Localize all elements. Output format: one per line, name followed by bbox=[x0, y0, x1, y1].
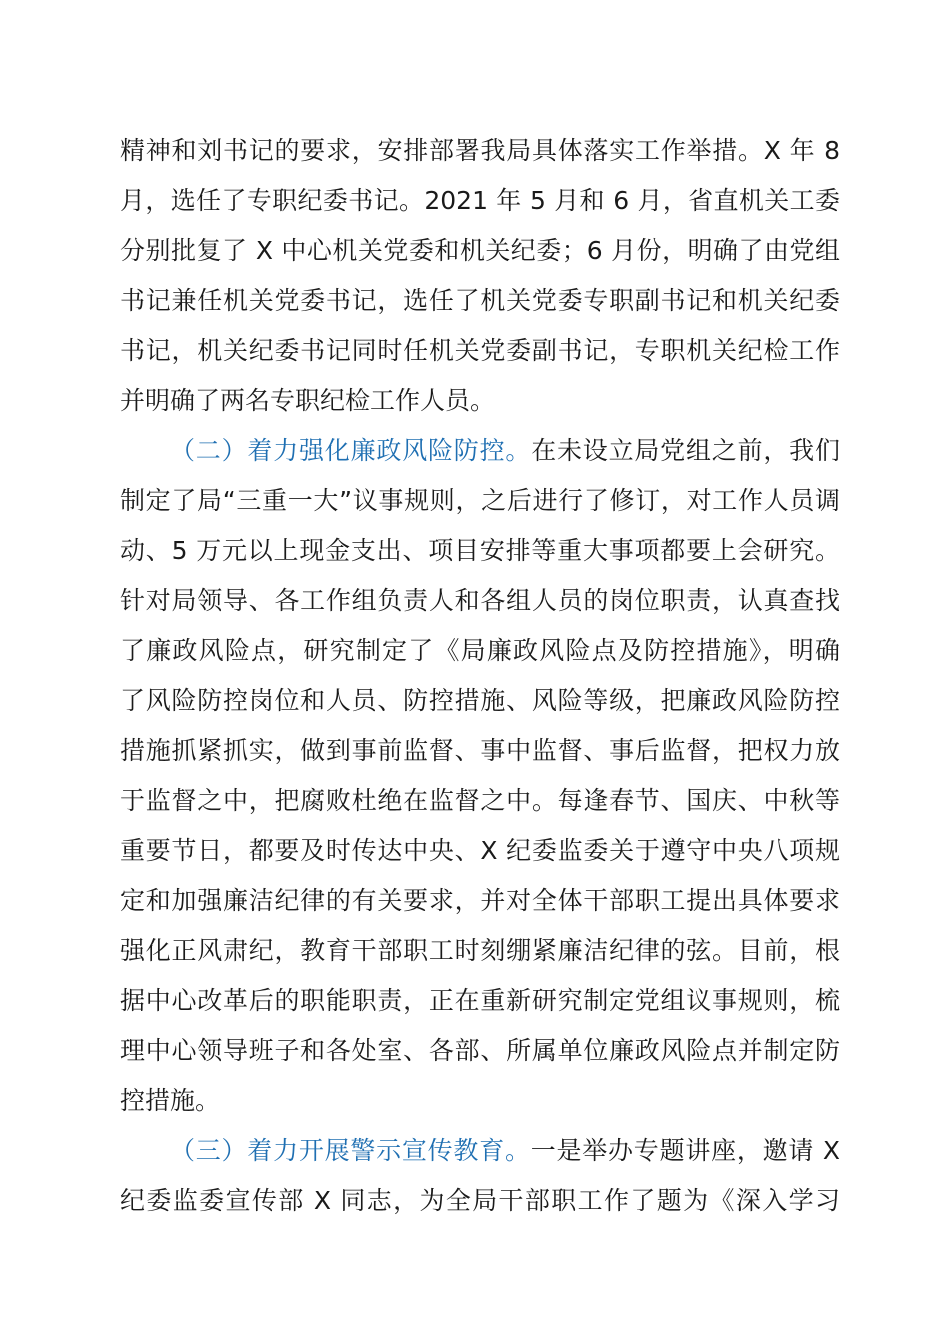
section-heading: （二）着力强化廉政风险防控。 bbox=[170, 436, 532, 465]
text-line: 了廉政风险点，研究制定了《局廉政风险点及防控措施》，明确 bbox=[120, 636, 840, 665]
text-line: 理中心领导班子和各处室、各部、所属单位廉政风险点并制定防 bbox=[120, 1036, 840, 1065]
document-page bbox=[120, 126, 840, 1226]
text-line: 针对局领导、各工作组负责人和各组人员的岗位职责，认真查找 bbox=[120, 586, 840, 615]
text-line: 强化正风肃纪，教育干部职工时刻绷紧廉洁纪律的弦。目前，根 bbox=[120, 936, 840, 965]
paragraph-3 bbox=[120, 1126, 840, 1226]
text-line: 分别批复了 X 中心机关党委和机关纪委；6 月份，明确了由党组 bbox=[120, 236, 840, 265]
text-line: 措施抓紧抓实，做到事前监督、事中监督、事后监督，把权力放 bbox=[120, 736, 840, 765]
text-line: 于监督之中，把腐败杜绝在监督之中。每逢春节、国庆、中秋等 bbox=[120, 786, 840, 815]
text-line: 了风险防控岗位和人员、防控措施、风险等级，把廉政风险防控 bbox=[120, 686, 840, 715]
text-line: 纪委监委宣传部 X 同志，为全局干部职工作了题为《深入学习 bbox=[120, 1186, 840, 1215]
text-line: 并明确了两名专职纪检工作人员。 bbox=[120, 386, 496, 415]
paragraph-1 bbox=[120, 126, 840, 426]
text-line: 据中心改革后的职能职责，正在重新研究制定党组议事规则，梳 bbox=[120, 986, 840, 1015]
text-run: 在未设立局党组之前，我们 bbox=[531, 436, 840, 465]
text-line: 控措施。 bbox=[120, 1086, 221, 1115]
text-line: 重要节日，都要及时传达中央、X 纪委监委关于遵守中央八项规 bbox=[120, 836, 840, 865]
text-line: 书记，机关纪委书记同时任机关党委副书记，专职机关纪检工作 bbox=[120, 336, 840, 365]
section-heading: （三）着力开展警示宣传教育。 bbox=[170, 1136, 531, 1165]
paragraph-2 bbox=[120, 426, 840, 1126]
paragraph-first-line bbox=[120, 1126, 840, 1176]
text-line: 制定了局“三重一大”议事规则，之后进行了修订，对工作人员调 bbox=[120, 486, 840, 515]
paragraph-first-line bbox=[120, 426, 840, 476]
text-line: 定和加强廉洁纪律的有关要求，并对全体干部职工提出具体要求 bbox=[120, 886, 840, 915]
text-line: 月，选任了专职纪委书记。2021 年 5 月和 6 月，省直机关工委 bbox=[120, 186, 840, 215]
text-run: 一是举办专题讲座，邀请 X bbox=[530, 1136, 840, 1165]
text-line: 精神和刘书记的要求，安排部署我局具体落实工作举措。X 年 8 bbox=[120, 136, 840, 165]
text-line: 动、5 万元以上现金支出、项目安排等重大事项都要上会研究。 bbox=[120, 536, 840, 565]
text-line: 书记兼任机关党委书记，选任了机关党委专职副书记和机关纪委 bbox=[120, 286, 840, 315]
